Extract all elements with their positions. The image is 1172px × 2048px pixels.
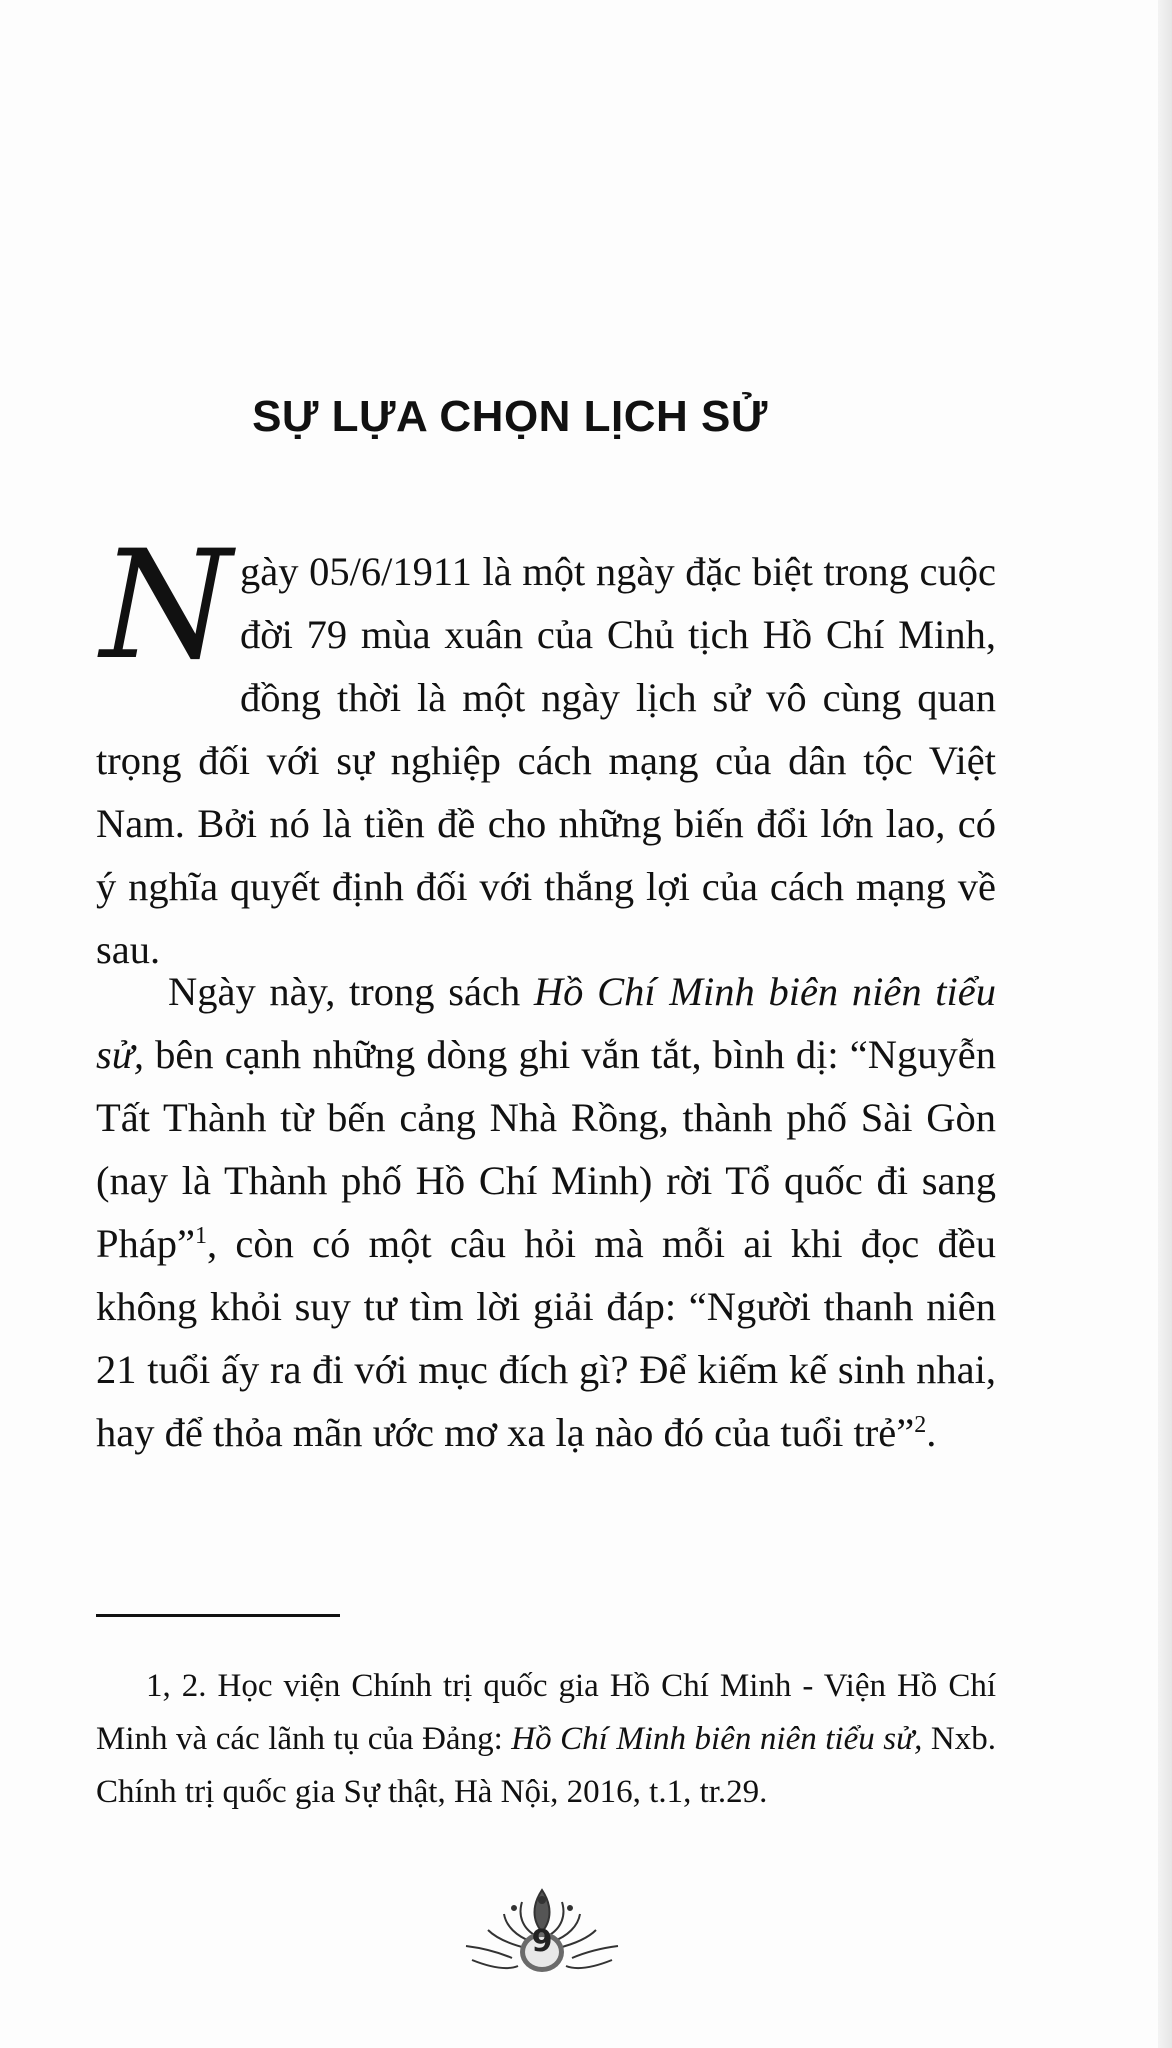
footnote <box>96 1660 996 1819</box>
footnote-part2: Nxb. Chính trị quốc gia Sự thật, Hà Nội, 2016, t.1, tr.29. <box>96 1721 996 1810</box>
drop-cap: N <box>100 519 232 693</box>
paragraph-2-part3: , còn có một câu hỏi mà mỗi ai khi đọc đều không khỏi suy tư tìm lời giải đáp: “Người thanh niên 21 tuổi ấy ra đi với mục đích gì? Để kiếm kế sinh nhai, hay để thỏa mãn ước mơ xa lạ nào đó của tuổi trẻ” <box>96 1221 996 1455</box>
page-number: 9 <box>531 1924 553 1959</box>
paragraph-2-part1: Ngày này, trong sách <box>168 969 534 1014</box>
paragraph-2-book-title: Hồ Chí Minh biên niên tiểu sử, <box>96 969 996 1077</box>
footnote-part1: 1, 2. Học viện Chính trị quốc gia Hồ Chí Minh - Viện Hồ Chí Minh và các lãnh tụ của Đảng: <box>96 1668 996 1757</box>
paragraph-2-part2: bên cạnh những dòng ghi vắn tắt, bình dị: “Nguyễn Tất Thành từ bến cảng Nhà Rồng, thành phố Sài Gòn (nay là Thành phố Hồ Chí Minh) rời Tổ quốc đi sang Pháp” <box>96 1032 996 1266</box>
footnote-rule <box>96 1614 340 1617</box>
footnote-ref-2: 2 <box>914 1412 927 1438</box>
chapter-heading: SỰ LỰA CHỌN LỊCH SỬ <box>252 392 768 441</box>
paragraph-2-part4: . <box>926 1410 937 1455</box>
footnote-book-title: Hồ Chí Minh biên niên tiểu sử, <box>511 1721 923 1757</box>
paragraph-1-text: gày 05/6/1911 là một ngày đặc biệt trong cuộc đời 79 mùa xuân của Chủ tịch Hồ Chí Minh, đồng thời là một ngày lịch sử vô cùng quan trọng đối với sự nghiệp cách mạng của dân tộc Việt Nam. Bởi nó là tiền đề cho những biến đổi lớn lao, có ý nghĩa quyết định đối với thắng lợi của cách mạng về sau. <box>96 549 996 972</box>
paragraph-1 <box>96 519 996 981</box>
page-edge <box>1158 0 1172 2048</box>
paragraph-2 <box>96 960 996 1464</box>
footnote-ref-1: 1 <box>194 1223 207 1249</box>
